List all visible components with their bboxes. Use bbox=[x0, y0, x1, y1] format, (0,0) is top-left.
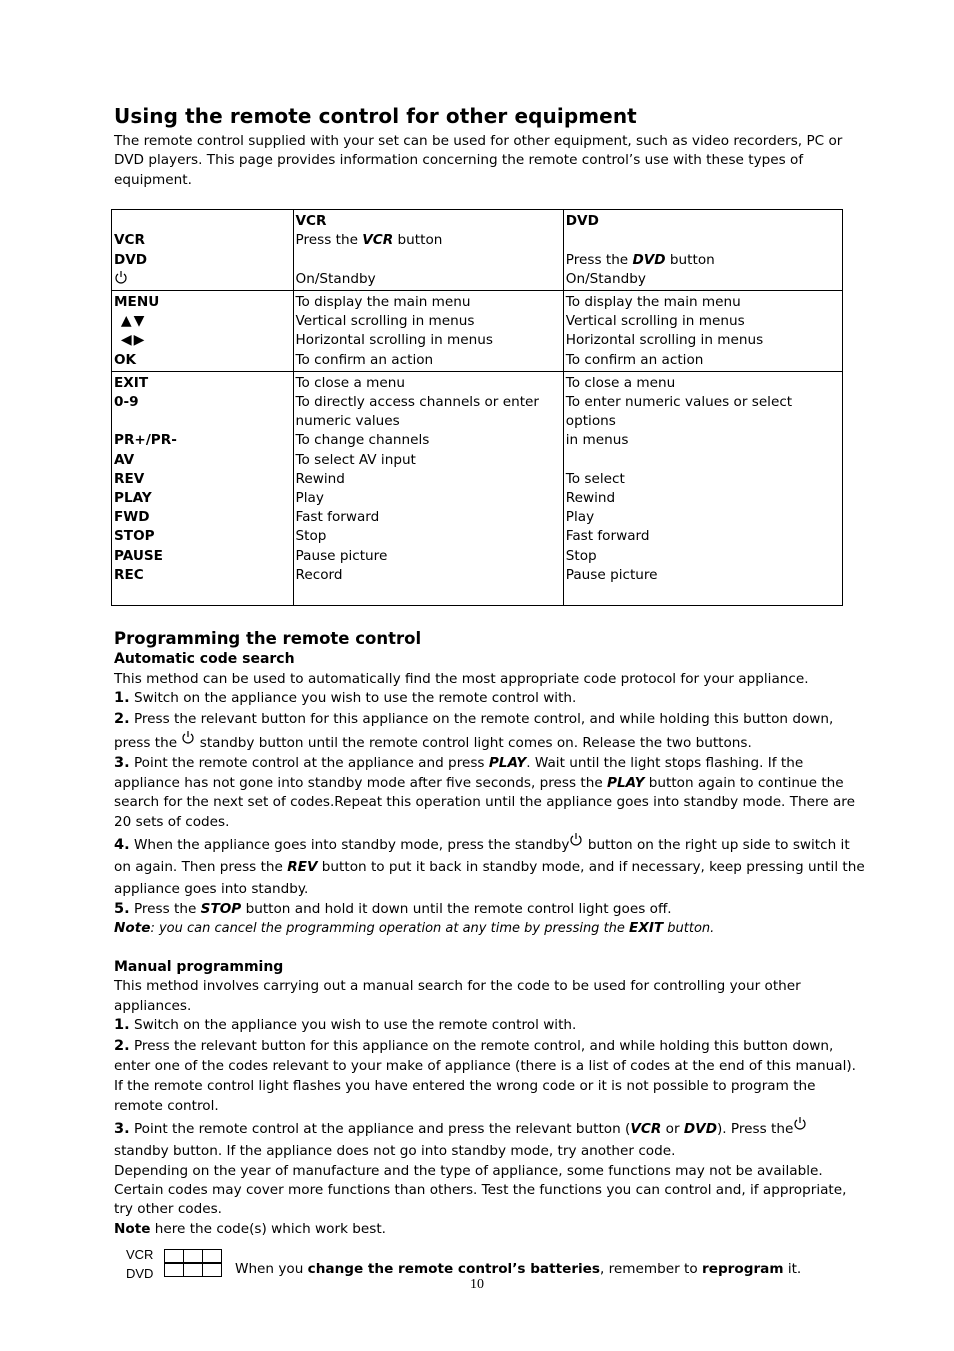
paragraph: Depending on the year of manufacture and the type of appliance, some functions may not be available. bbox=[114, 1162, 823, 1179]
note: Note here the code(s) which work best. bbox=[114, 1220, 386, 1237]
standby-icon bbox=[181, 730, 195, 744]
standby-icon bbox=[793, 1116, 807, 1130]
left-right-arrows-icon: ◀▶ bbox=[114, 332, 147, 349]
paragraph: This method involves carrying out a manual search for the code to be used for controlling your other appliances. bbox=[114, 978, 801, 1014]
intro-paragraph: The remote control supplied with your set can be used for other equipment, such as video recorders, PC or DVD players. This page provides information concerning the remote control’s use with these types of equipment. bbox=[114, 133, 843, 188]
keys-cell: VCR DVD bbox=[112, 210, 294, 291]
step: 3. Point the remote control at the appliance and press PLAY. Wait until the light stops flashing. If the appliance has not gone into standby mode after five seconds, press the PLAY button again to continue the search for the next set of codes.Repeat this operation until the appliance goes into standby mode. There are 20 sets of codes. bbox=[114, 755, 855, 830]
dvd-code-label: DVD bbox=[126, 1266, 154, 1282]
step: 1. Switch on the appliance you wish to use the remote control with. bbox=[114, 690, 577, 707]
keys-cell: MENU ▲▼ ◀▶ OK bbox=[112, 291, 294, 372]
up-down-arrows-icon: ▲▼ bbox=[114, 313, 147, 330]
subsection-heading: Automatic code search bbox=[114, 651, 295, 668]
paragraph: Certain codes may cover more functions than others. Test the functions you can control and, if appropriate, try other codes. bbox=[114, 1181, 847, 1218]
vcr-cell: To display the main menu Vertical scrolling in menus Horizontal scrolling in menus To confirm an action bbox=[293, 291, 563, 372]
dvd-cell: To display the main menu Vertical scrolling in menus Horizontal scrolling in menus To confirm an action bbox=[563, 291, 842, 372]
table-row bbox=[112, 291, 843, 372]
vcr-code-label: VCR bbox=[126, 1247, 154, 1263]
step: 5. Press the STOP button and hold it down until the remote control light goes off. bbox=[114, 901, 672, 918]
step: 4. When the appliance goes into standby mode, press the standby button on the right up side to switch it on again. Then press the REV button to put it back in standby mode, and if necessary, keep pressing until the appliance goes into standby. bbox=[114, 832, 866, 900]
keys-cell: EXIT 0-9 PR+/PR- AV REV PLAY FWD STOP PAUSE REC bbox=[112, 371, 294, 605]
note: Note: you can cancel the programming operation at any time by pressing the EXIT button. bbox=[114, 920, 715, 937]
vcr-column-header: VCR bbox=[295, 213, 327, 230]
vcr-code-boxes bbox=[164, 1249, 221, 1263]
remote-functions-table bbox=[111, 209, 843, 606]
step: 1. Switch on the appliance you wish to use the remote control with. bbox=[114, 1017, 577, 1034]
page-content bbox=[114, 104, 866, 1285]
vcr-cell: To close a menu To directly access channels or enter numeric values To change channels To select AV input Rewind Play Fast forward Stop Pause picture Record bbox=[293, 371, 563, 605]
battery-reminder: When you change the remote control’s batteries, remember to reprogram it. bbox=[235, 1261, 802, 1278]
page-number: 10 bbox=[470, 1277, 484, 1292]
table-row bbox=[112, 371, 843, 605]
step: 2. Press the relevant button for this appliance on the remote control, and while holding this button down, press the standby button until the remote control light comes on. Release the two buttons. bbox=[114, 711, 834, 752]
paragraph: This method can be used to automatically find the most appropriate code protocol for your appliance. bbox=[114, 670, 809, 687]
step: 2. Press the relevant button for this appliance on the remote control, and while holding this button down, enter one of the codes relevant to your make of appliance (there is a list of codes at the end of this manual). If the remote control light flashes you have entered the wrong code or it is not possible to program the remote control. bbox=[114, 1037, 856, 1114]
standby-icon bbox=[569, 832, 583, 846]
subsection-heading: Manual programming bbox=[114, 958, 284, 975]
standby-icon bbox=[114, 270, 128, 284]
step: 3. Point the remote control at the appliance and press the relevant button (VCR or DVD). Press the standby button. If the appliance does not go into standby mode, try another code. bbox=[114, 1116, 866, 1162]
vcr-cell: VCR Press the VCR button On/Standby bbox=[293, 210, 563, 291]
dvd-code-boxes bbox=[164, 1263, 221, 1277]
table-row bbox=[112, 210, 843, 291]
page-title: Using the remote control for other equipment bbox=[114, 104, 637, 128]
dvd-cell: To close a menu To enter numeric values or select options in menus To select Rewind Play Fast forward Stop Pause picture bbox=[563, 371, 842, 605]
section-heading: Programming the remote control bbox=[114, 629, 422, 649]
dvd-column-header: DVD bbox=[565, 213, 599, 230]
dvd-cell: DVD Press the DVD button On/Standby bbox=[563, 210, 842, 291]
